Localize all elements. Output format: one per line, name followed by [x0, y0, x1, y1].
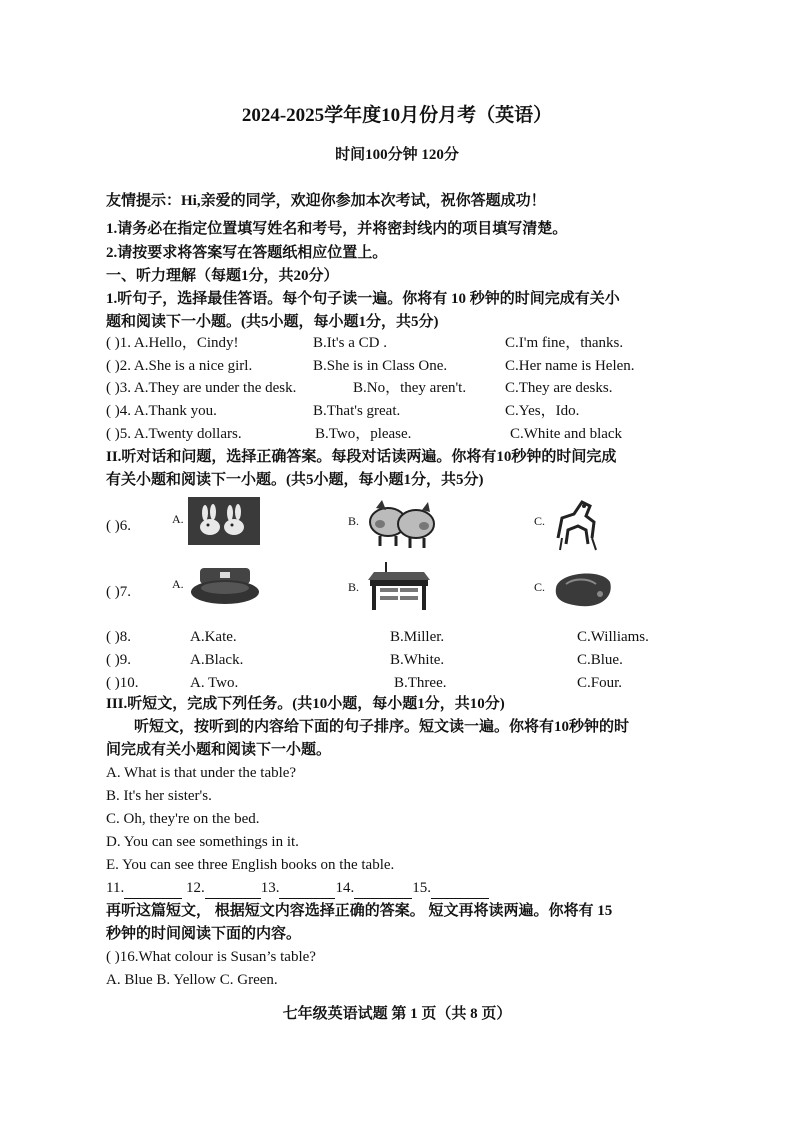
question-7-label-b: B. — [348, 580, 360, 594]
section3-intro-line1: 听短文，按听到的内容给下面的句子排序。短文读一遍。你将有10秒钟的时 — [134, 719, 630, 735]
question-5-option-c: C.White and black — [510, 426, 623, 442]
question-5: ( )5. A.Twenty dollars. — [106, 426, 242, 442]
blank-14[interactable] — [354, 878, 412, 899]
sentence-e: E. You can see three English books on the table. — [106, 857, 395, 873]
question-5-option-b: B.Two，please. — [315, 426, 412, 442]
part1-heading: 一、听力理解（每题1分，共20分） — [106, 268, 339, 284]
instruction-2: 2.请按要求将答案写在答题纸相应位置上。 — [106, 245, 388, 261]
blank-11-label: 11. — [106, 880, 125, 896]
blank-13-label: 13. — [260, 880, 280, 896]
question-9-option-c: C.Blue. — [577, 652, 623, 668]
sentence-d: D. You can see somethings in it. — [106, 834, 299, 850]
question-2-option-c: C.Her name is Helen. — [505, 358, 635, 374]
question-10-option-c: C.Four. — [577, 675, 623, 691]
question-1: ( )1. A.Hello，Cindy! — [106, 335, 239, 351]
section2-intro-line2: 有关小题和阅读下一小题。(共5小题，每小题1分，共5分) — [106, 472, 484, 488]
question-3: ( )3. A.They are under the desk. — [106, 380, 297, 396]
question-6: ( )6. — [106, 518, 131, 534]
blank-12[interactable] — [205, 878, 261, 899]
horses-picture — [552, 494, 604, 552]
instruction-1: 1.请务必在指定位置填写姓名和考号，并将密封线内的项目填写清楚。 — [106, 221, 568, 237]
question-10-option-a: A. Two. — [190, 675, 239, 691]
question-4: ( )4. A.Thank you. — [106, 403, 217, 419]
answer-blanks — [106, 878, 489, 899]
question-3-option-c: C.They are desks. — [505, 380, 613, 396]
question-9-option-b: B.White. — [390, 652, 445, 668]
section1-intro-line2: 题和阅读下一小题。(共5小题，每小题1分，共5分) — [106, 314, 439, 330]
question-16-options: A. Blue B. Yellow C. Green. — [106, 972, 278, 988]
question-1-option-b: B.It's a CD . — [313, 335, 387, 351]
question-10-option-b: B.Three. — [394, 675, 447, 691]
blank-15-label: 15. — [412, 880, 431, 896]
section3-intro2-line2: 秒钟的时间阅读下面的内容。 — [106, 926, 302, 942]
question-2-option-b: B.She is in Class One. — [313, 358, 448, 374]
blank-11[interactable] — [124, 878, 182, 899]
question-9: ( )9. — [106, 652, 131, 668]
question-8-option-a: A.Kate. — [190, 629, 237, 645]
sentence-a: A. What is that under the table? — [106, 765, 297, 781]
section3-intro2-line1: 再听这篇短文， 根据短文内容选择正确的答案。 短文再将读两遍。你将有 15 — [106, 903, 613, 919]
greeting-tip: 友情提示：Hi,亲爱的同学，欢迎你参加本次考试，祝你答题成功！ — [106, 193, 546, 209]
question-4-option-b: B.That's great. — [313, 403, 401, 419]
question-8-option-b: B.Miller. — [390, 629, 445, 645]
hat-picture — [190, 564, 260, 606]
question-1-option-c: C.I'm fine，thanks. — [505, 335, 624, 351]
section2-intro-line1: II.听对话和问题，选择正确答案。每段对话读两遍。你将有10秒钟的时间完成 — [106, 449, 617, 465]
rabbits-picture — [188, 497, 260, 545]
question-2: ( )2. A.She is a nice girl. — [106, 358, 253, 374]
question-6-label-a: A. — [172, 512, 184, 526]
blank-13[interactable] — [279, 878, 335, 899]
blank-12-label: 12. — [185, 880, 205, 896]
question-8: ( )8. — [106, 629, 131, 645]
question-9-option-a: A.Black. — [190, 652, 244, 668]
question-4-option-c: C.Yes，Ido. — [505, 403, 580, 419]
stone-picture — [552, 566, 614, 610]
pigs-picture — [366, 494, 438, 550]
section3-intro-line2: 间完成有关小题和阅读下一小题。 — [106, 742, 332, 758]
question-10: ( )10. — [106, 675, 139, 691]
blank-14-label: 14. — [335, 880, 355, 896]
section3-heading: III.听短文，完成下列任务。(共10小题，每小题1分，共10分) — [106, 696, 505, 712]
blank-15[interactable] — [431, 878, 489, 899]
desk-picture — [366, 560, 432, 612]
question-6-label-b: B. — [348, 514, 360, 528]
question-16: ( )16.What colour is Susan’s table? — [106, 949, 316, 965]
sentence-b: B. It's her sister's. — [106, 788, 212, 804]
question-6-label-c: C. — [534, 514, 546, 528]
question-8-option-c: C.Williams. — [577, 629, 649, 645]
sentence-c: C. Oh, they're on the bed. — [106, 811, 260, 827]
question-7-label-c: C. — [534, 580, 546, 594]
question-7: ( )7. — [106, 584, 131, 600]
exam-time-score: 时间100分钟 120分 — [335, 147, 459, 163]
page-title: 2024-2025学年度10月份月考（英语） — [241, 105, 553, 126]
question-3-option-b: B.No，they aren't. — [353, 380, 467, 396]
question-7-label-a: A. — [172, 577, 184, 591]
section1-intro-line1: 1.听句子，选择最佳答语。每个句子读一遍。你将有 10 秒钟的时间完成有关小 — [106, 291, 620, 307]
page-footer: 七年级英语试题 第 1 页（共 8 页） — [282, 1006, 512, 1022]
